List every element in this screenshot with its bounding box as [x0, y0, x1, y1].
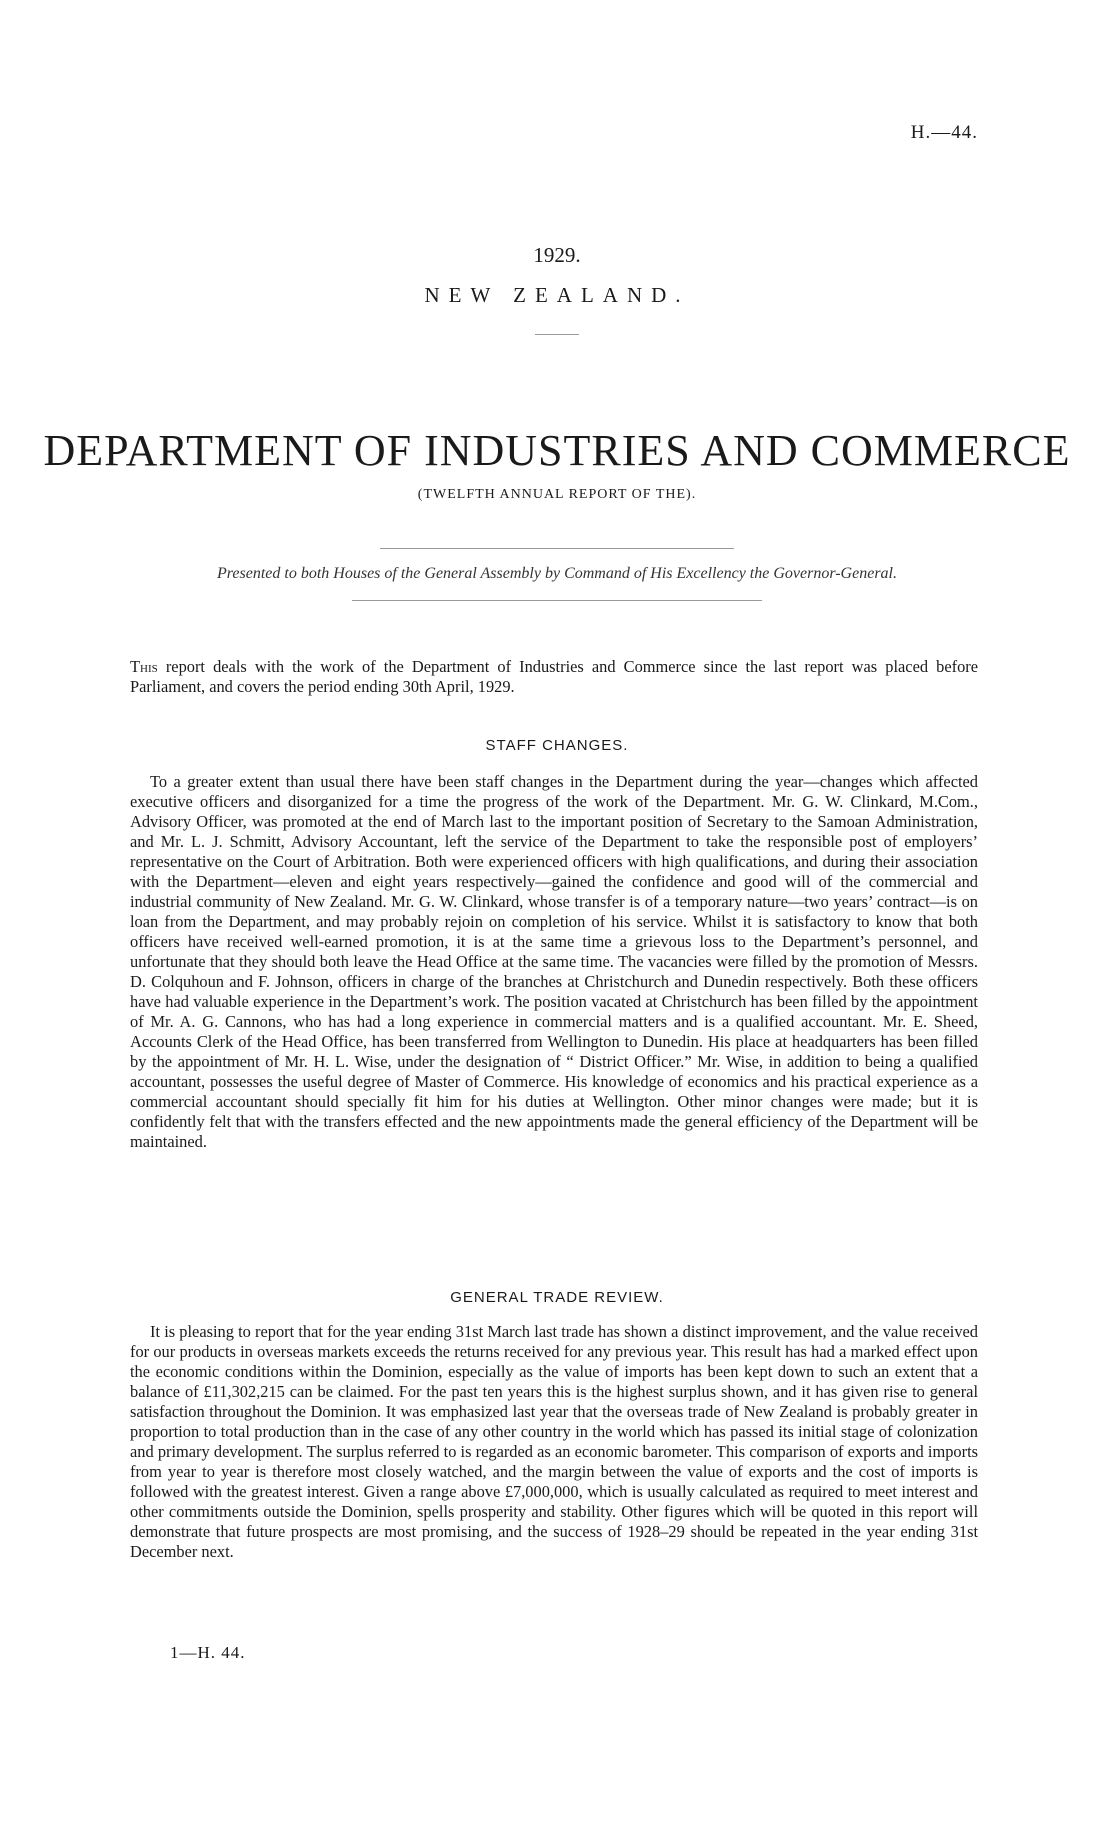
intro-first-word: This: [130, 657, 158, 676]
section-body: To a greater extent than usual there have been staff changes in the Department during the year—changes which affected executive officers and disorganized for a time the progress of the work of the Department. Mr. G. W. Clinkard, M.Com., Advisory Officer, was promoted at the end of March last to the important position of Secretary to the Samoan Administration, and Mr. L. J. Schmitt, Advisory Accountant, left the service of the Department to take the responsible post of employers’ representative on the Court of Arbitration. Both were experienced officers with high qualifications, and during their association with the Department—eleven and eight years respectively—gained the confidence and good will of the commercial and industrial community of New Zealand. Mr. G. W. Clinkard, whose transfer is of a temporary nature—two years’ contract—is on loan from the Department, and may probably rejoin on completion of his service. Whilst it is satisfactory to know that both officers have received well-earned promotion, it is at the same time a grievous loss to the Department’s personnel, and unfortunate that they should both leave the Head Office at the same time. The vacancies were filled by the promotion of Messrs. D. Colquhoun and F. Johnson, officers in charge of the branches at Christchurch and Dunedin respectively. Both these officers have had valuable experience in the Department’s work. The position vacated at Christchurch has been filled by the appointment of Mr. A. G. Cannons, who has had a long experience in commercial matters and is a qualified accountant. Mr. E. Sheed, Accounts Clerk of the Head Office, has been transferred from Wellington to Dunedin. His place at headquarters has been filled by the appointment of Mr. H. L. Wise, under the designation of “ District Officer.” Mr. Wise, in addition to being a qualified accountant, possesses the useful degree of Master of Commerce. His knowledge of economics and his practical experience as a commercial accountant should specially fit him for his duties at Wellington. Other minor changes were made; but it is confidently felt that with the transfers effected and the new appointments made the general efficiency of the Department will be maintained.: [130, 772, 978, 1151]
section-heading: STAFF CHANGES.: [485, 737, 629, 754]
divider: [380, 548, 734, 549]
country-heading: NEW ZEALAND.: [424, 283, 690, 307]
parliamentary-reference: H.—44.: [910, 122, 978, 143]
divider: [535, 334, 579, 335]
section-heading: GENERAL TRADE REVIEW.: [450, 1289, 664, 1306]
page-title: DEPARTMENT OF INDUSTRIES AND COMMERCE: [43, 426, 1071, 475]
section-body: It is pleasing to report that for the year ending 31st March last trade has shown a distinct improvement, and the value received for our products in overseas markets exceeds the returns received for any previous year. This result has had a marked effect upon the economic conditions within the Dominion, especially as the value of imports has been kept down to such an extent that a balance of £11,302,215 can be claimed. For the past ten years this is the highest surplus shown, and it has given rise to general satisfaction throughout the Dominion. It was emphasized last year that the overseas trade of New Zealand is probably greater in proportion to total production than in the case of any other country in the world which has passed its initial stage of colonization and primary development. The surplus referred to is regarded as an economic barometer. This comparison of exports and imports from year to year is therefore most closely watched, and the margin between the value of exports and the cost of imports is followed with the greatest interest. Given a range above £7,000,000, which is usually calculated as required to meet interest and other commitments outside the Dominion, spells prosperity and stability. Other figures which will be quoted in this report will demonstrate that future prospects are most promising, and the success of 1928–29 should be repeated in the year ending 31st December next.: [130, 1322, 978, 1561]
intro-text: report deals with the work of the Department of Industries and Commerce since the last report was placed before Parliament, and covers the period ending 30th April, 1929.: [130, 657, 978, 696]
page-subtitle: (TWELFTH ANNUAL REPORT OF THE).: [417, 487, 697, 502]
intro-paragraph: [130, 657, 978, 697]
divider: [352, 600, 762, 601]
presented-line: Presented to both Houses of the General Assembly by Command of His Excellency the Governor-General.: [217, 565, 897, 582]
page-footer: 1—H. 44.: [170, 1643, 246, 1662]
report-year: 1929.: [533, 243, 581, 267]
